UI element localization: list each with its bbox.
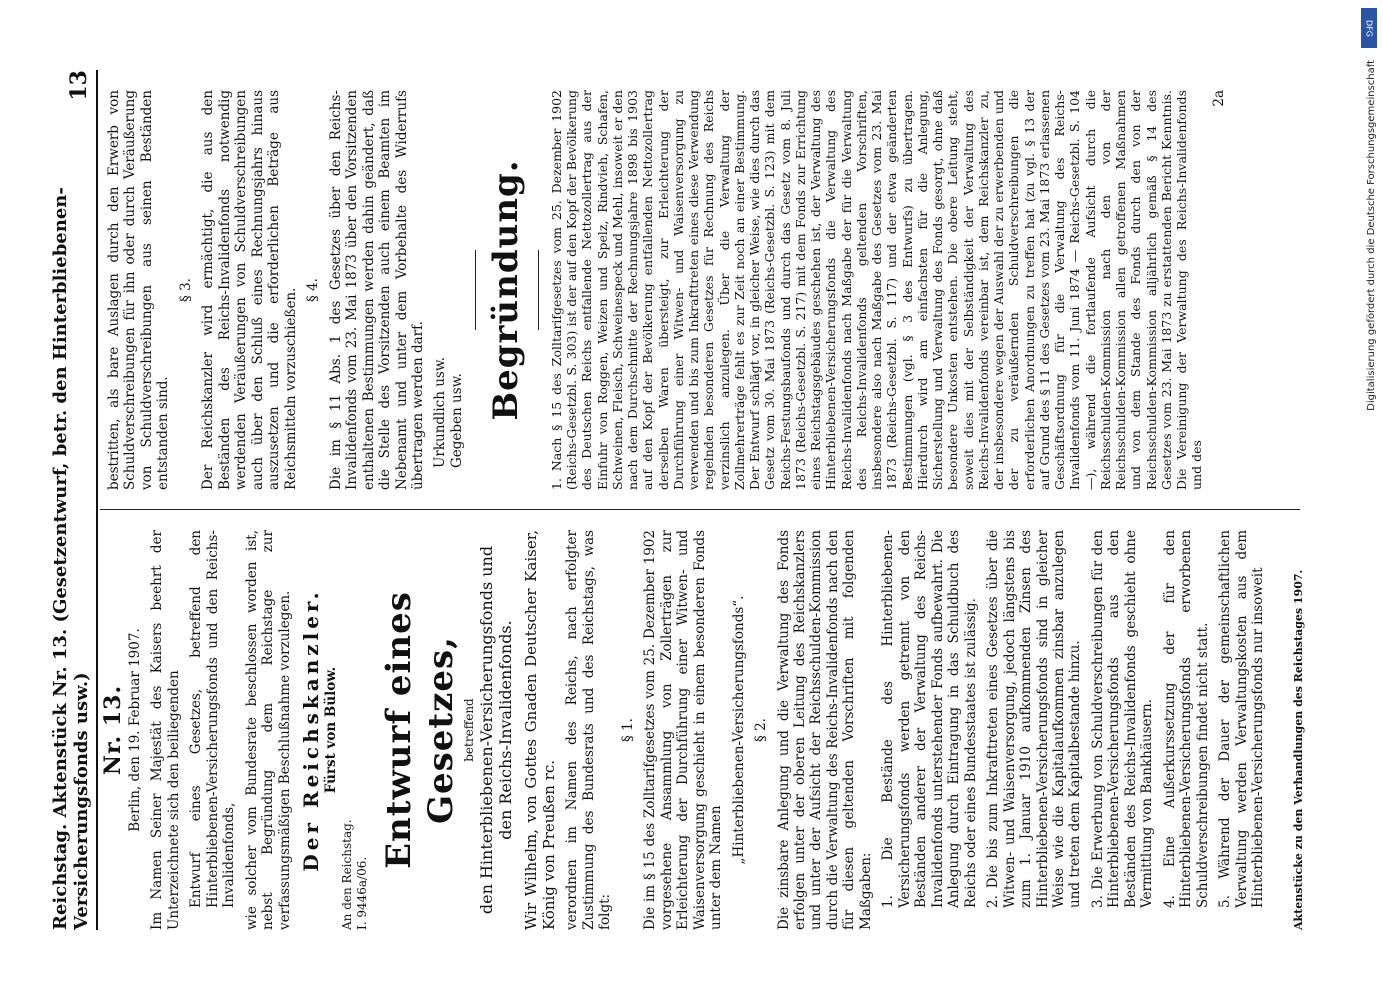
section-1-heading: § 1. bbox=[619, 718, 636, 742]
intro-text: Im Namen Seiner Majestät des Kaisers beehrt der Unterzeichnete sich den beiliegenden bbox=[148, 530, 182, 930]
digitization-credit: Digitalisierung gefördert durch die Deutsche Forschungsgemeinschaft bbox=[1366, 60, 1377, 411]
page-footer: Aktenstücke zu den Verhandlungen des Reichstages 1907. bbox=[1291, 569, 1305, 930]
begruendung-text: 1. Nach § 15 des Zolltarifgesetzes vom 25. Dezember 1902 (Reichs-Gesetzbl. S. 303) ist der auf den Kopf der Bevölkerung des Deutschen Reichs entfallende Nettozollertrag aus der Einfuhr von Roggen, Weizen und Spelz, Rindvieh, Schafen, Schweinen, Fleisch, Schweinespeck und Mehl, insoweit er den nach dem Durchschnitte der Rechnungsjahre 1898 bis 1903 auf den Kopf der Bevölkerung entfallenden Nettozollertrag derselben Waren übersteigt, zur Erleichterung der Durchführung einer Witwen- und Waisenversorgung zu verwenden und bis zum Inkrafttreten eines diese Verwendung regelnden besonderen Gesetzes für Rechnung des Reichs verzinslich anzulegen. Über die Verwaltung der Zollmehrerträge fehlt es zur Zeit noch an einer Bestimmung. Der Entwurf schlägt vor, in gleicher Weise, wie dies durch das Gesetz vom 30. Mai 1873 (Reichs-Gesetzbl. S. 123) mit dem Reichs-Festungsbaufonds und durch das Gesetz vom 8. Juli 1873 (Reichs-Gesetzbl. S. 217) mit dem Fonds zur Errichtung eines Reichstagsgebäudes geschehen ist, der Verwaltung des Hinterbliebenen-Versicherungsfonds die Verwaltung des Reichs-Invalidenfonds nach Maßgabe der für die Verwaltung des Reichs-Invalidenfonds geltenden Vorschriften, insbesondere also nach Maßgabe des Gesetzes vom 23. Mai 1873 (Reichs-Gesetzbl. S. 117) und der etwa geänderten Bestimmungen (vgl. § 3 des Entwurfs) zu übertragen. Hierdurch wird am einfachsten für die Anlegung, Sicherstellung und Verwaltung des Fonds gesorgt, ohne daß besondere Unkosten entstehen. Die obere Leitung steht, soweit dies mit der Selbständigkeit der Verwaltung des Reichs-Invalidenfonds vereinbar ist, dem Reichskanzler zu, der insbesondere wegen der Auswahl der zu erwerbenden und der zu veräußernden Schuldverschreibungen die erforderlichen Anordnungen zu treffen hat (zu vgl. § 13 der auf Grund des § 11 des Gesetzes vom 23. Mai 1873 erlassenen Geschäftsordnung für die Verwaltung des Reichs-Invalidenfonds vom 11. Juni 1874 — Reichs-Gesetzbl. S. 104 —), während die fortlaufende Aufsicht durch die Reichsschulden-Kommission nach den von der Reichsschulden-Kommission allen getroffenen Maßnahmen und von dem Stande des Fonds durch den von der Reichsschulden-Kommission alljährlich gemäß § 14 des Gesetzes vom 23. Mai 1873 zu erstattenden Bericht Kenntnis. Die Vereinigung der Verwaltung des Reichs-Invalidenfonds und des bbox=[548, 90, 1204, 490]
betreffend-label: betreffend bbox=[461, 698, 476, 762]
begruendung-heading: Begründung. bbox=[485, 159, 526, 421]
list-item: 2. Die bis zum Inkrafttreten eines Gesetzes über die Witwen- und Waisenversorgung, jedoch längstens bis zum 1. Januar 1910 aufkommenden Zinsen des Hinterbliebenen-Versicherungsfonds sind in gleicher Weise wie die Kapitalaufkommen zinsbar anzulegen und treten dem Kapitalbestande hinzu. bbox=[984, 530, 1083, 908]
enacting-formula: Wir Wilhelm, von Gottes Gnaden Deutscher Kaiser, König von Preußen rc. bbox=[521, 530, 558, 930]
signer-title: Der Reichskanzler. bbox=[298, 588, 323, 872]
document-number: Nr. 13. bbox=[99, 684, 126, 776]
section-4-text: Die im § 11 Abs. 1 des Gesetzes über den Reichs-Invalidenfonds vom 23. Mai 1873 über den Vorsitzenden enthaltenen Bestimmungen werden dahin geändert, daß die Stelle des Vorsitzenden auch einem Beamten im Nebenamt und unter dem Vorbehalte des Widerrufs übertragen werden darf. bbox=[327, 90, 426, 490]
bill-reference: Entwurf eines Gesetzes, betreffend den Hinterbliebenen-Versicherungsfonds und den Reichs-Invalidenfonds, bbox=[187, 530, 237, 908]
enacting-clause: verordnen im Namen des Reichs, nach erfolgter Zustimmung des Bundesrats und des Reichstags, was folgt: bbox=[563, 530, 613, 930]
divider bbox=[537, 250, 538, 330]
page-number: 13 bbox=[65, 70, 92, 101]
section-2-text: Die zinsbare Anlegung und die Verwaltung des Fonds erfolgen unter der oberen Leitung des Reichskanzlers und unter der Aufsicht der Reichsschulden-Kommission durch die Verwaltung des Reichs-Invalidenfonds nach den für diesen geltenden Vorschriften mit folgenden Maßgaben: bbox=[775, 530, 874, 930]
bill-subject: den Hinterbliebenen-Versicherungsfonds und den Reichs-Invalidenfonds. bbox=[476, 545, 515, 915]
section-3-text: Der Reichskanzler wird ermächtigt, die aus den Beständen des Reichs-Invalidenfonds notwendig werdenden Veräußerungen von Schuldverschreibungen auch über den Schluß eines Rechnungsjahrs hinaus auszusetzen und die erforderlichen Beträge aus Reichsmitteln vorzuschießen. bbox=[199, 90, 299, 490]
reference-number: I. 9446a/06. bbox=[354, 856, 369, 930]
bill-title: Entwurf eines Gesetzes, bbox=[378, 591, 461, 869]
addressee: An den Reichstag. bbox=[339, 819, 354, 930]
fund-name: „Hinterbliebenen-Versicherungsfonds“. bbox=[730, 595, 747, 865]
intro-continuation: wie solcher vom Bundesrate beschlossen worden ist, nebst Begründung dem Reichstage zur verfassungsmäßigen Beschlußnahme vorzulegen. bbox=[243, 530, 293, 930]
urkundlich: Urkundlich usw. bbox=[431, 356, 448, 468]
list-item: 1. Die Bestände des Hinterbliebenen-Versicherungsfonds werden getrennt von den Beständen anderer der Verwaltung des Reichs-Invalidenfonds unterstehender Fonds aufbewahrt. Die Anlegung durch Eintragung in das Schuldbuch des Reichs oder eines Bundesstaates ist zulässig. bbox=[879, 530, 979, 908]
gegeben: Gegeben usw. bbox=[448, 373, 465, 468]
header-title: Reichstag. Aktenstück Nr. 13. (Gesetzentwurf, betr. den Hinterbliebenen-Versicherungsfonds usw.) bbox=[49, 187, 92, 930]
right-column bbox=[100, 90, 1227, 490]
divider bbox=[475, 250, 476, 330]
section-2-continuation: bestritten, als bare Auslagen durch den Erwerb von Schuldverschreibungen für ihn oder durch Veräußerung von Schuldverschreibungen aus seinen Beständen entstanden sind. bbox=[105, 90, 171, 490]
section-4-heading: § 4. bbox=[304, 278, 321, 302]
signer-name: Fürst von Bülow. bbox=[322, 666, 339, 794]
list-item: 4. Eine Außerkurssetzung der für den Hinterbliebenen-Versicherungsfonds erworbenen Schuldverschreibungen findet nicht statt. bbox=[1161, 530, 1211, 908]
dfg-logo: DFG bbox=[1361, 8, 1377, 48]
left-column bbox=[100, 530, 1273, 930]
running-header bbox=[49, 70, 98, 930]
section-3-heading: § 3. bbox=[177, 278, 194, 302]
section-2-heading: § 2. bbox=[752, 718, 769, 742]
document-page bbox=[49, 70, 1332, 930]
signature-mark: 2a bbox=[1210, 90, 1227, 107]
section-1-text: Die im § 15 des Zolltarifgesetzes vom 25. Dezember 1902 vorgesehene Ansammlung von Zollerträgen zur Erleichterung der Durchführung einer Witwen- und Waisenversorgung geschieht in einem besonderen Fonds unter dem Namen bbox=[641, 530, 724, 930]
list-item: 3. Die Erwerbung von Schuldverschreibungen für den Hinterbliebenen-Versicherungsfonds aus den Beständen des Reichs-Invalidenfonds geschieht ohne Vermittlung von Bankhäusern. bbox=[1089, 530, 1155, 908]
list-item: 5. Während der Dauer der gemeinschaftlichen Verwaltung werden Verwaltungskosten aus dem Hinterbliebenen-Versicherungsfonds nur insoweit bbox=[1216, 530, 1266, 908]
dateline: Berlin, den 19. Februar 1907. bbox=[126, 628, 143, 832]
column-divider bbox=[100, 509, 1300, 510]
